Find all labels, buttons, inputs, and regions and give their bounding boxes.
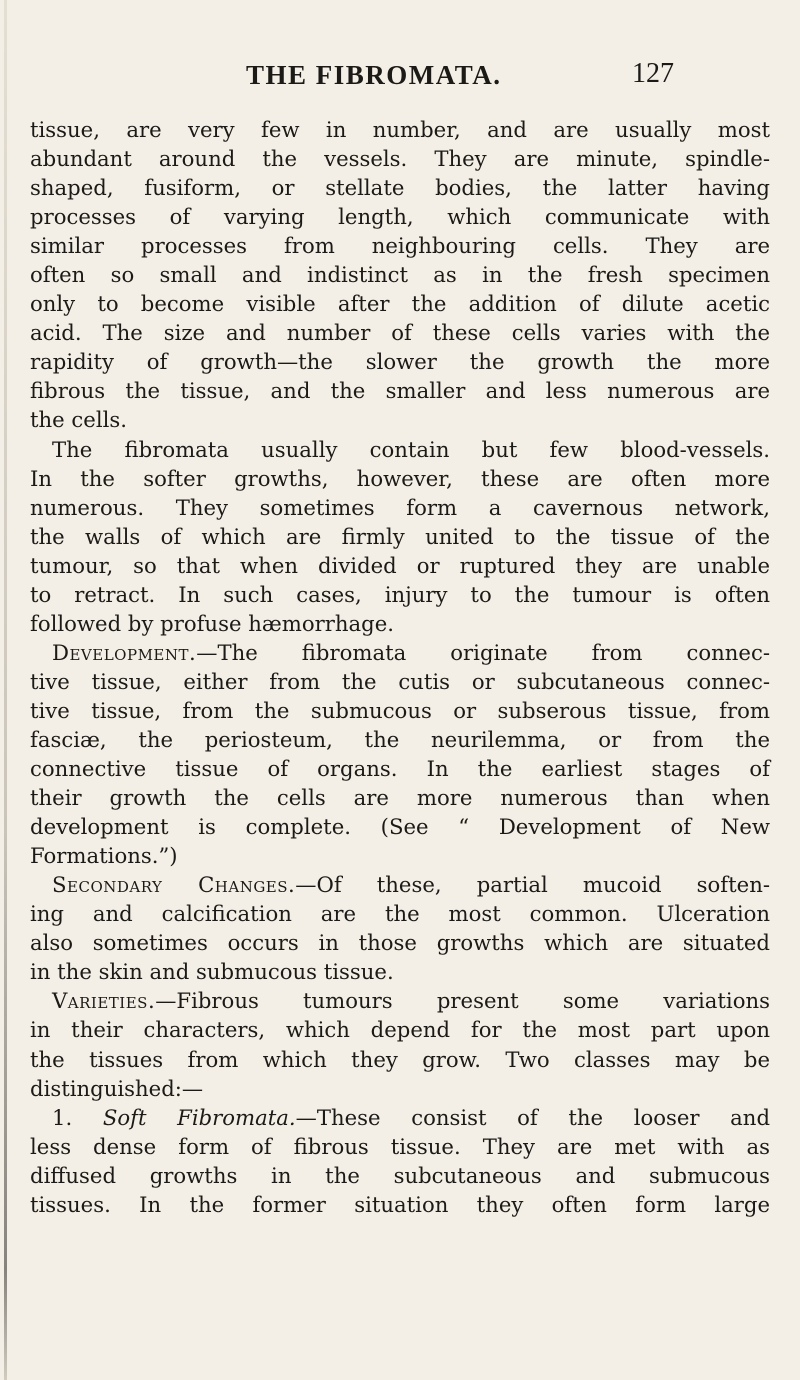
line-text: the walls of which are firmly united to the tissue of the (30, 523, 770, 549)
line-text: development is complete. (See “ Development of New (30, 814, 770, 840)
text-line (30, 667, 770, 696)
page-header (0, 58, 800, 94)
line-text: Formations.”) (30, 843, 178, 869)
text-line (30, 1045, 770, 1074)
line-text: also sometimes occurs in those growths which are situated (30, 930, 770, 956)
text-line (30, 464, 770, 493)
line-text: the cells. (30, 407, 127, 433)
line-text: tive tissue, either from the cutis or subcutaneous connec- (30, 668, 770, 694)
running-title: THE FIBROMATA. (246, 60, 502, 90)
line-text: only to become visible after the addition of dilute acetic (30, 291, 770, 317)
text-line (30, 1074, 770, 1103)
text-line (30, 986, 770, 1015)
text-line (30, 899, 770, 928)
line-text: in the skin and submucous tissue. (30, 959, 394, 985)
line-text: tumour, so that when divided or ruptured they are unable (30, 552, 770, 578)
line-text: processes of varying length, which communicate with (30, 204, 770, 230)
line-text: numerous. They sometimes form a cavernous network, (30, 494, 770, 520)
line-text: less dense form of fibrous tissue. They are met with as (30, 1133, 770, 1159)
line-text: their growth the cells are more numerous than when (30, 785, 770, 811)
text-line (30, 609, 770, 638)
line-text: often so small and indistinct as in the fresh specimen (30, 262, 770, 288)
text-line (30, 783, 770, 812)
line-text: —Fibrous tumours present some variations (155, 988, 770, 1014)
line-text: in their characters, which depend for the most part upon (30, 1017, 770, 1043)
line-text: diffused growths in the subcutaneous and submucous (30, 1162, 770, 1188)
text-line (30, 1190, 770, 1219)
text-line (30, 841, 770, 870)
line-text: followed by profuse hæmorrhage. (30, 610, 395, 636)
text-line (30, 812, 770, 841)
section-heading: Development. (52, 639, 197, 665)
line-text: ing and calcification are the most common. Ulceration (30, 901, 770, 927)
line-text: distinguished:— (30, 1075, 204, 1101)
text-line (30, 493, 770, 522)
line-text: fibrous the tissue, and the smaller and less numerous are (30, 378, 770, 404)
text-line (30, 1161, 770, 1190)
section-heading: Secondary Changes. (52, 872, 296, 898)
text-line (30, 1015, 770, 1044)
text-line (30, 202, 770, 231)
line-text: abundant around the vessels. They are minute, spindle- (30, 146, 770, 172)
page-binding-edge (4, 0, 7, 1380)
text-line (30, 347, 770, 376)
text-line (30, 376, 770, 405)
line-text: In the softer growths, however, these are often more (30, 465, 770, 491)
text-line (30, 435, 770, 464)
text-line (30, 522, 770, 551)
text-line (30, 870, 770, 899)
line-text: the tissues from which they grow. Two classes may be (30, 1046, 770, 1072)
list-number: 1. (52, 1104, 103, 1130)
text-line (30, 1132, 770, 1161)
line-text: tissue, are very few in number, and are usually most (30, 117, 770, 142)
text-line (30, 638, 770, 667)
text-line (30, 231, 770, 260)
section-heading: Soft Fibromata. (102, 1104, 296, 1130)
text-line (30, 144, 770, 173)
text-line (30, 260, 770, 289)
line-text: acid. The size and number of these cells varies with the (30, 320, 770, 346)
text-line (30, 551, 770, 580)
line-text: connective tissue of organs. In the earliest stages of (30, 756, 770, 782)
text-line (30, 580, 770, 609)
line-text: to retract. In such cases, injury to the tumour is often (30, 581, 770, 607)
text-line (30, 318, 770, 347)
line-text: The fibromata usually contain but few blood-vessels. (52, 436, 770, 462)
line-text: fasciæ, the periosteum, the neurilemma, or from the (30, 726, 770, 752)
line-text: rapidity of growth—the slower the growth the more (30, 349, 770, 375)
text-line (30, 957, 770, 986)
line-text: shaped, fusiform, or stellate bodies, the latter having (30, 175, 770, 201)
section-heading: Varieties. (52, 988, 156, 1014)
line-text: tive tissue, from the submucous or subserous tissue, from (30, 697, 770, 723)
line-text: tissues. In the former situation they often form large (30, 1191, 770, 1217)
line-text: —The fibromata originate from connec- (196, 639, 770, 665)
body-text (30, 115, 770, 1219)
text-line (30, 289, 770, 318)
page-number: 127 (632, 58, 674, 89)
text-line (30, 754, 770, 783)
text-line (30, 725, 770, 754)
line-text: similar processes from neighbouring cells. They are (30, 233, 770, 259)
text-line (30, 1103, 770, 1132)
text-line (30, 928, 770, 957)
text-line (30, 696, 770, 725)
line-text: —Of these, partial mucoid soften- (295, 872, 770, 898)
text-line (30, 173, 770, 202)
text-line (30, 115, 770, 144)
text-line (30, 405, 770, 434)
line-text: —These consist of the looser and (295, 1104, 771, 1130)
